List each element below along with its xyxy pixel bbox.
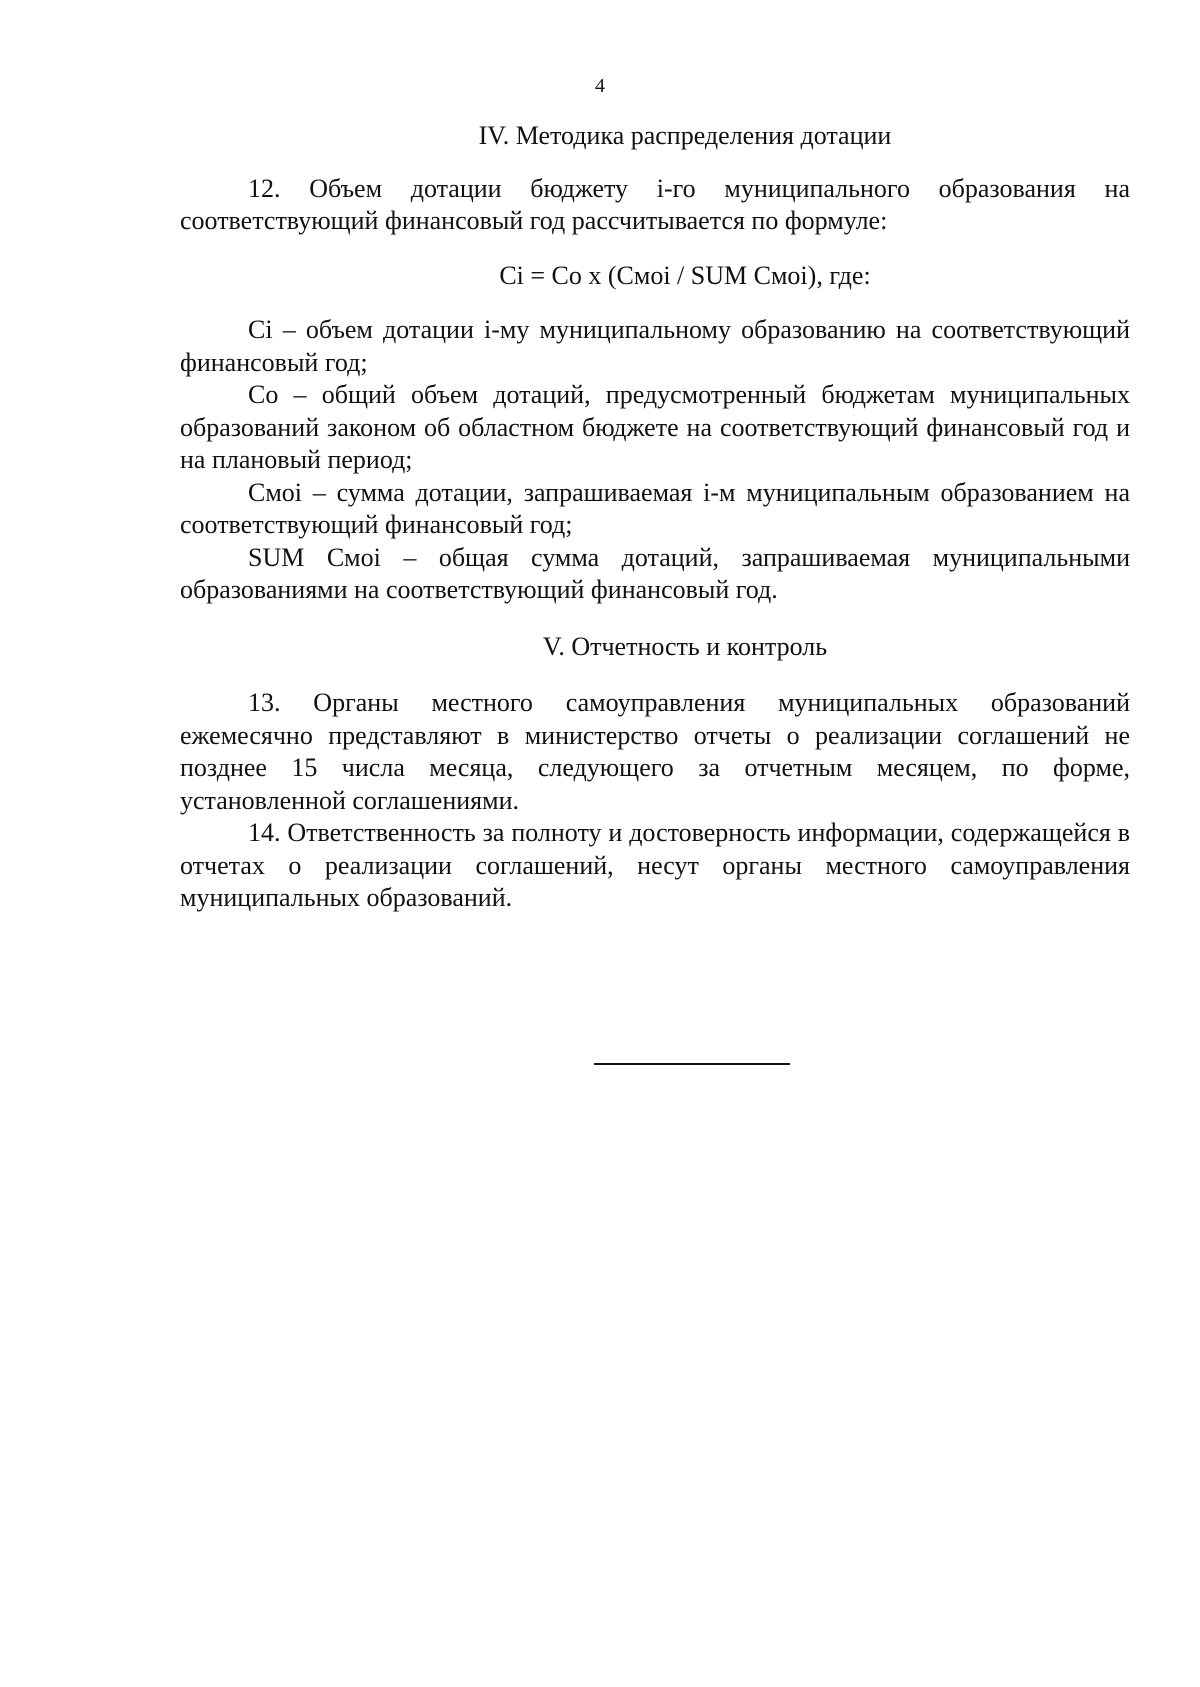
section-5-heading: V. Отчетность и контроль [542, 631, 828, 661]
definition-sum-cmoi: SUM Cмoi – общая сумма дотаций, запрашиваемая муниципальными образованиями на соответствующий финансовый год. [180, 542, 1130, 604]
paragraph-12: 12. Объем дотации бюджету i-го муниципального образования на соответствующий финансовый год рассчитывается по формуле: [180, 173, 1130, 235]
definition-cmoi: Cмoi – сумма дотации, запрашиваемая i-м муниципальным образованием на соответствующий финансовый год; [180, 477, 1130, 539]
formula: Ci = Co x (Cмoi / SUM Cмoi), где: [499, 260, 871, 290]
definition-ci: Ci – объем дотации i-му муниципальному образованию на соответствующий финансовый год; [180, 315, 1130, 377]
paragraph-13: 13. Органы местного самоуправления муниципальных образований ежемесячно представляют в министерство отчеты о реализации соглашений не позднее 15 числа месяца, следующего за отчетным месяцем, по форме, установленной соглашениями. [180, 688, 1130, 815]
paragraph-14: 14. Ответственность за полноту и достоверность информации, содержащейся в отчетах о реализации соглашений, несут органы местного самоуправления муниципальных образований. [180, 818, 1130, 912]
definition-co: Co – общий объем дотаций, предусмотренный бюджетам муниципальных образований законом об областном бюджете на соответствующий финансовый год и на плановый период; [180, 380, 1130, 474]
section-4-heading: IV. Методика распределения дотации [478, 121, 892, 150]
document-body [180, 120, 1130, 915]
page-number: 4 [595, 75, 605, 97]
end-of-document-line [594, 1063, 790, 1065]
